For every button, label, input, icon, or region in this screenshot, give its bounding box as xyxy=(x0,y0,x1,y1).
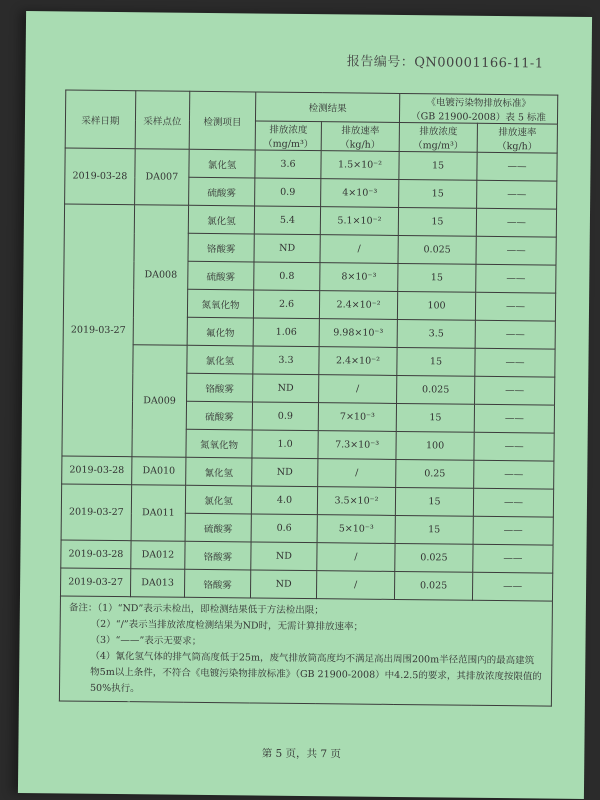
std-conc-unit: （mg/m³） xyxy=(413,140,464,152)
standard-sub: （GB 21900-2008）表 5 标准 xyxy=(411,111,546,124)
rate-cell: / xyxy=(318,459,396,488)
std-rate-cell: —— xyxy=(475,348,555,377)
document-page xyxy=(18,11,592,799)
header-std-conc xyxy=(399,122,477,152)
item-cell: 氮氧化物 xyxy=(186,429,252,458)
std-rate-cell: —— xyxy=(474,432,554,461)
std-conc-cell: 15 xyxy=(398,263,476,292)
point-cell: DA013 xyxy=(130,569,184,598)
std-rate-cell: —— xyxy=(474,404,554,433)
std-conc-cell: 15 xyxy=(398,207,476,236)
table-row xyxy=(61,484,553,517)
rate-cell: 7.3×10⁻³ xyxy=(318,431,396,460)
conc-cell: ND xyxy=(252,458,318,487)
rate-cell: 7×10⁻³ xyxy=(318,403,396,432)
point-cell: DA011 xyxy=(131,485,186,542)
header-standard xyxy=(399,93,557,124)
std-conc-cell: 15 xyxy=(397,347,475,376)
std-conc-cell: 0.025 xyxy=(394,571,472,600)
conc-cell: 3.6 xyxy=(255,150,321,179)
item-cell: 氮氧化物 xyxy=(187,289,253,318)
item-cell: 氯化氢 xyxy=(187,345,253,374)
item-cell: 硫酸雾 xyxy=(189,177,255,206)
header-date: 采样日期 xyxy=(65,90,136,149)
rate-cell: / xyxy=(319,375,397,404)
conc-cell: 0.9 xyxy=(255,178,321,207)
std-conc-cell: 0.025 xyxy=(398,235,476,264)
note-line: （3）“——”表示无要求； xyxy=(90,634,202,647)
date-cell: 2019-03-28 xyxy=(65,148,136,205)
notes-cell xyxy=(59,596,552,706)
std-rate-cell: —— xyxy=(473,544,553,573)
report-number: 报告编号：QN00001166-11-1 xyxy=(346,54,544,72)
date-cell: 2019-03-28 xyxy=(61,540,131,569)
std-conc-cell: 0.025 xyxy=(397,375,475,404)
conc-cell: ND xyxy=(251,542,317,571)
rate-cell: 8×10⁻³ xyxy=(320,263,398,292)
conc-unit: （mg/m³） xyxy=(263,138,314,151)
point-cell: DA007 xyxy=(135,149,190,206)
std-rate-cell: —— xyxy=(475,292,555,321)
rate-cell: 1.5×10⁻² xyxy=(321,151,399,180)
item-cell: 硫酸雾 xyxy=(186,401,252,430)
rate-cell: / xyxy=(317,543,395,572)
page-footer: 第 5 页，共 7 页 xyxy=(261,747,342,761)
conc-cell: 4.0 xyxy=(251,486,317,515)
std-conc-cell: 100 xyxy=(396,431,474,460)
rate-unit: （kg/h） xyxy=(340,139,381,151)
std-conc-cell: 15 xyxy=(399,179,477,208)
std-conc-cell: 3.5 xyxy=(397,319,475,348)
std-rate-cell: —— xyxy=(473,516,553,545)
rate-cell: 5.1×10⁻² xyxy=(320,207,398,236)
rate-label: 排放速率 xyxy=(341,125,380,137)
item-cell: 氯化氢 xyxy=(189,149,255,178)
rate-cell: 2.4×10⁻² xyxy=(319,291,397,320)
note-line: （4）氰化氢气体的排气筒高度低于25m，废气排放筒高度均不满足高出周围200m半径范围内的最高建筑物5m以上条件，不符合《电镀污染物排放标准》（GB 21900-2008）中4.2.5的要求，其排放浓度按限值的50%执行。 xyxy=(89,650,542,695)
std-conc-cell: 15 xyxy=(399,151,477,180)
rate-cell: 4×10⁻³ xyxy=(321,179,399,208)
conc-cell: 1.06 xyxy=(253,318,319,347)
conc-label: 排放浓度 xyxy=(269,124,308,137)
table-row xyxy=(63,344,555,377)
conc-cell: 2.6 xyxy=(253,290,319,319)
date-cell: 2019-03-27 xyxy=(62,204,135,457)
std-rate-cell: —— xyxy=(477,152,557,181)
std-rate-cell: —— xyxy=(475,320,555,349)
std-rate-cell: —— xyxy=(476,208,556,237)
std-rate-cell: —— xyxy=(477,180,557,209)
point-cell: DA009 xyxy=(132,345,187,458)
conc-cell: ND xyxy=(253,374,319,403)
note-line: （2）“/”表示当排放浓度检测结果为ND时，无需计算排放速率； xyxy=(90,618,364,633)
header-item: 检测项目 xyxy=(189,91,256,150)
table-row xyxy=(65,148,557,181)
date-cell: 2019-03-27 xyxy=(60,568,130,597)
conc-cell: 1.0 xyxy=(252,430,318,459)
std-conc-label: 排放浓度 xyxy=(419,126,458,138)
conc-cell: 5.4 xyxy=(254,206,320,235)
conc-cell: ND xyxy=(254,234,320,263)
header-results: 检测结果 xyxy=(255,92,399,123)
rate-cell: / xyxy=(316,571,394,600)
date-cell: 2019-03-28 xyxy=(62,456,132,485)
header-std-rate xyxy=(477,123,557,153)
std-conc-cell: 15 xyxy=(395,515,473,544)
results-table xyxy=(59,89,558,706)
header-conc xyxy=(255,121,321,151)
std-conc-cell: 0.25 xyxy=(396,459,474,488)
item-cell: 铬酸雾 xyxy=(185,541,251,570)
rate-cell: 9.98×10⁻³ xyxy=(319,319,397,348)
conc-cell: 0.6 xyxy=(251,514,317,543)
rate-cell: 3.5×10⁻² xyxy=(317,487,395,516)
std-conc-cell: 15 xyxy=(396,403,474,432)
conc-cell: ND xyxy=(250,570,316,599)
header-rate xyxy=(321,122,399,152)
item-cell: 硫酸雾 xyxy=(185,513,251,542)
std-rate-unit: （kg/h） xyxy=(497,140,538,153)
std-rate-cell: —— xyxy=(475,376,555,405)
point-cell: DA012 xyxy=(131,541,185,570)
item-cell: 硫酸雾 xyxy=(188,261,254,290)
item-cell: 铬酸雾 xyxy=(187,373,253,402)
item-cell: 氟化物 xyxy=(187,317,253,346)
standard-title: 《电镀污染物排放标准》 xyxy=(426,97,532,110)
conc-cell: 3.3 xyxy=(253,346,319,375)
std-rate-cell: —— xyxy=(472,572,552,601)
std-rate-label: 排放速率 xyxy=(498,127,537,139)
conc-cell: 0.9 xyxy=(252,402,318,431)
std-rate-cell: —— xyxy=(473,488,553,517)
header-point: 采样点位 xyxy=(135,91,190,150)
point-cell: DA008 xyxy=(133,205,188,346)
note-line: 备注：（1）“ND”表示未检出，即检测结果低于方法检出限； xyxy=(68,602,324,617)
std-conc-cell: 15 xyxy=(395,487,473,516)
std-conc-cell: 0.025 xyxy=(395,543,473,572)
table-row xyxy=(64,204,556,237)
rate-cell: / xyxy=(320,235,398,264)
date-cell: 2019-03-27 xyxy=(61,484,132,541)
item-cell: 氯化氢 xyxy=(188,205,254,234)
std-conc-cell: 100 xyxy=(397,291,475,320)
conc-cell: 0.8 xyxy=(254,262,320,291)
std-rate-cell: —— xyxy=(476,236,556,265)
std-rate-cell: —— xyxy=(474,460,554,489)
point-cell: DA010 xyxy=(132,457,186,486)
item-cell: 氰化氢 xyxy=(186,457,252,486)
item-cell: 氯化氢 xyxy=(185,485,251,514)
rate-cell: 5×10⁻³ xyxy=(317,515,395,544)
notes-row xyxy=(59,596,552,706)
std-rate-cell: —— xyxy=(476,264,556,293)
item-cell: 铬酸雾 xyxy=(184,569,250,598)
rate-cell: 2.4×10⁻² xyxy=(319,347,397,376)
item-cell: 铬酸雾 xyxy=(188,233,254,262)
